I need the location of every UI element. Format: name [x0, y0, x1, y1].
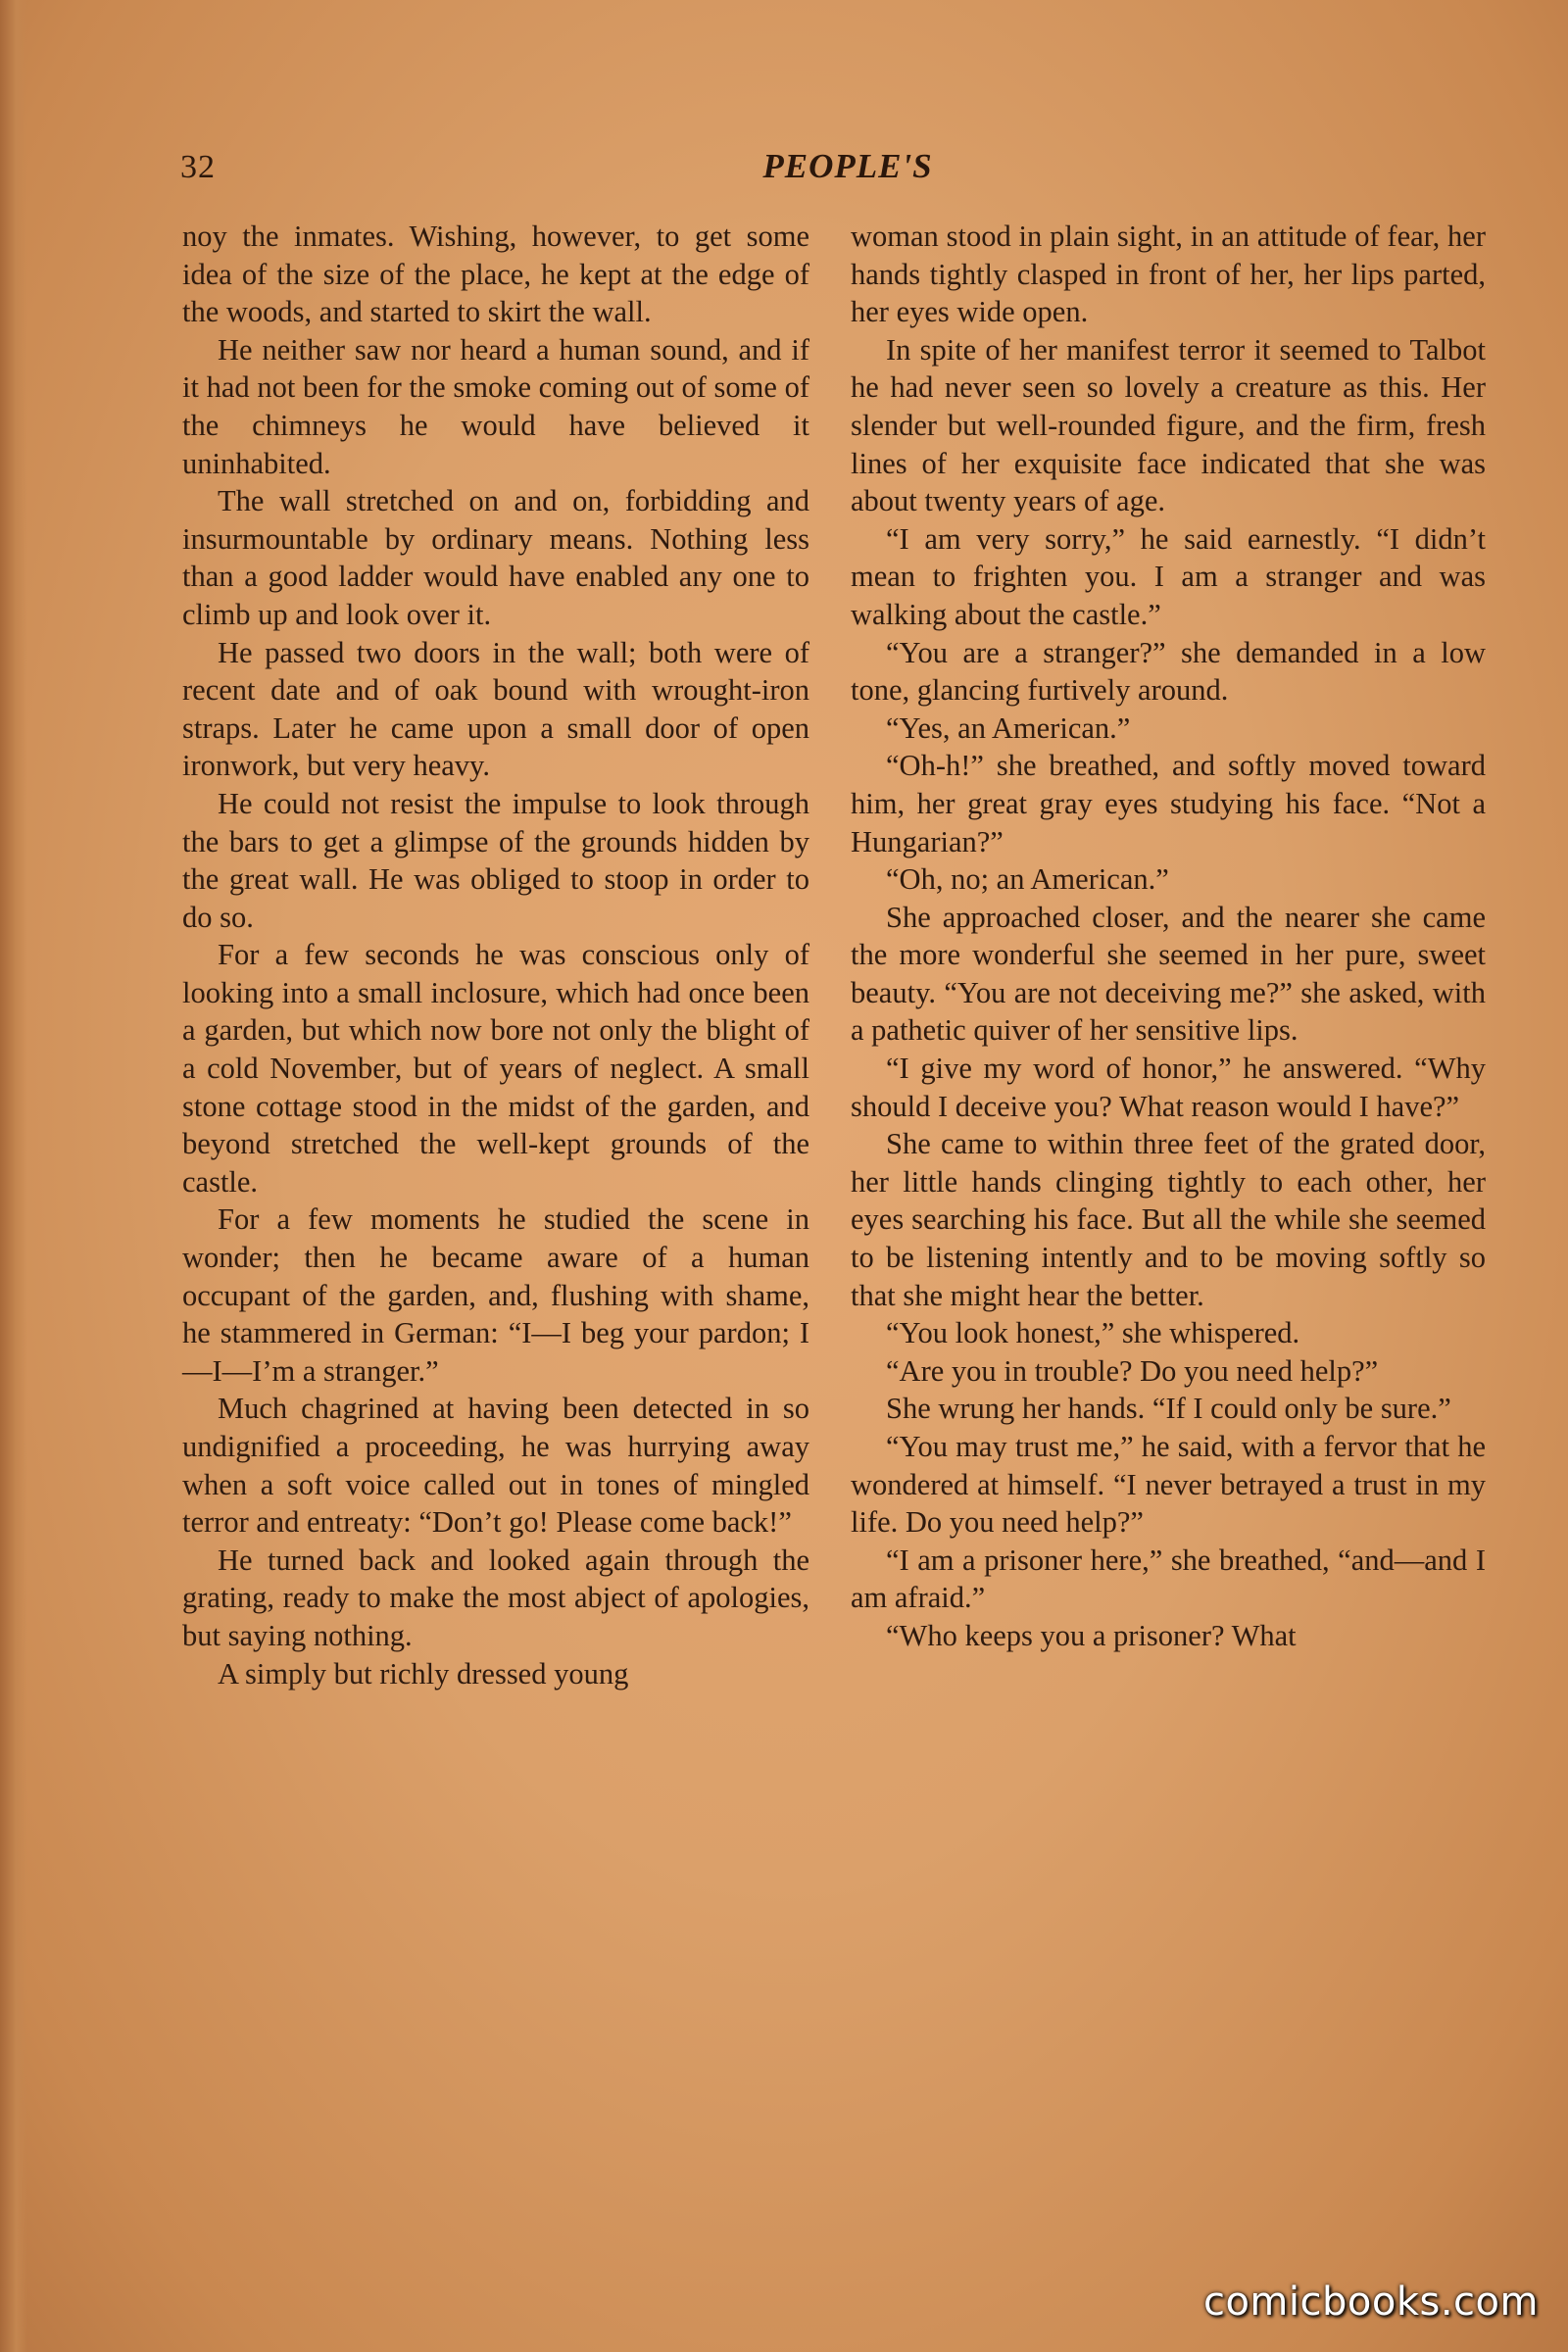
paragraph: He could not resist the impulse to look through the bars to get a glimpse of the grounds hidden by the great wall. He was obliged to stoop in order to do so. [182, 786, 809, 934]
paragraph: “Yes, an American.” [886, 710, 1131, 745]
paragraph: “Oh-h!” she breathed, and softly moved toward him, her great gray eyes studying his face. “Not a Hungarian?” [851, 749, 1486, 858]
site-watermark: comicbooks.com [1202, 2279, 1539, 2325]
paragraph: For a few seconds he was conscious only of looking into a small inclosure, which had once been a garden, but which now bore not only the blight of a cold November, but of years of neglect. A small stone cottage stood in the midst of the garden, and beyond stretched the well-kept grounds of the castle. [182, 938, 809, 1199]
page-number: 32 [180, 149, 216, 185]
paragraph: “Oh, no; an American.” [886, 862, 1169, 897]
paragraph: He neither saw nor heard a human sound, and if it had not been for the smoke coming out of some of the chimneys he would have believed it uninhabited. [182, 332, 809, 480]
paragraph: She wrung her hands. “If I could only be sure.” [886, 1392, 1451, 1426]
paragraph: The wall stretched on and on, forbidding and insurmountable by ordinary means. Nothing less than a good ladder would have enabled any one to climb up and look over it. [182, 484, 809, 631]
running-head: PEOPLE'S [762, 147, 933, 185]
paragraph: “I am a prisoner here,” she breathed, “and—and I am afraid.” [851, 1543, 1486, 1615]
paragraph: In spite of her manifest terror it seemed to Talbot he had never seen so lovely a creature as this. Her slender but well-rounded figure, and the firm, fresh lines of her exquisite face indicated that she was about twenty years of age. [851, 332, 1486, 518]
paragraph: A simply but richly dressed young [218, 1656, 629, 1690]
paragraph: “Who keeps you a prisoner? What [886, 1618, 1297, 1652]
paragraph: “You may trust me,” he said, with a fervor that he wondered at himself. “I never betrayed a trust in my life. Do you need help?” [851, 1430, 1486, 1540]
paragraph: She approached closer, and the nearer she came the more wonderful she seemed in her pure, sweet beauty. “You are not deceiving me?” she asked, with a pathetic quiver of her sensitive lips. [851, 900, 1486, 1048]
text-column-left [182, 218, 809, 1692]
page-edge-shadow [0, 0, 27, 2352]
paragraph: He turned back and looked again through the grating, ready to make the most abject of apologies, but saying nothing. [182, 1543, 809, 1652]
paragraph: “You look honest,” she whispered. [886, 1316, 1300, 1350]
paragraph: noy the inmates. Wishing, however, to get some idea of the size of the place, he kept at the edge of the woods, and started to skirt the wall. [182, 220, 809, 329]
paragraph: woman stood in plain sight, in an attitude of fear, her hands tightly clasped in front of her, her lips parted, her eyes wide open. [851, 220, 1486, 329]
paragraph: “I am very sorry,” he said earnestly. “I didn’t mean to frighten you. I am a stranger and was walking about the castle.” [851, 521, 1486, 631]
text-column-right [851, 218, 1486, 1655]
paragraph: For a few moments he studied the scene in wonder; then he became aware of a human occupant of the garden, and, flushing with shame, he stammered in German: “I—I beg your pardon; I —I—I’m a stranger.” [182, 1202, 809, 1388]
paragraph: “Are you in trouble? Do you need help?” [886, 1353, 1379, 1388]
paragraph: “I give my word of honor,” he answered. “Why should I deceive you? What reason would I have?” [851, 1052, 1486, 1123]
paragraph: She came to within three feet of the grated door, her little hands clinging tightly to each other, her eyes searching his face. But all the while she seemed to be listening intently and to be moving softly so that she might hear the better. [851, 1127, 1486, 1312]
paragraph: Much chagrined at having been detected in so undignified a proceeding, he was hurrying away when a soft voice called out in tones of mingled terror and entreaty: “Don’t go! Please come back!” [182, 1392, 809, 1540]
paragraph: He passed two doors in the wall; both were of recent date and of oak bound with wrought-iron straps. Later he came upon a small door of open ironwork, but very heavy. [182, 635, 809, 783]
paragraph: “You are a stranger?” she demanded in a low tone, glancing furtively around. [851, 635, 1486, 708]
